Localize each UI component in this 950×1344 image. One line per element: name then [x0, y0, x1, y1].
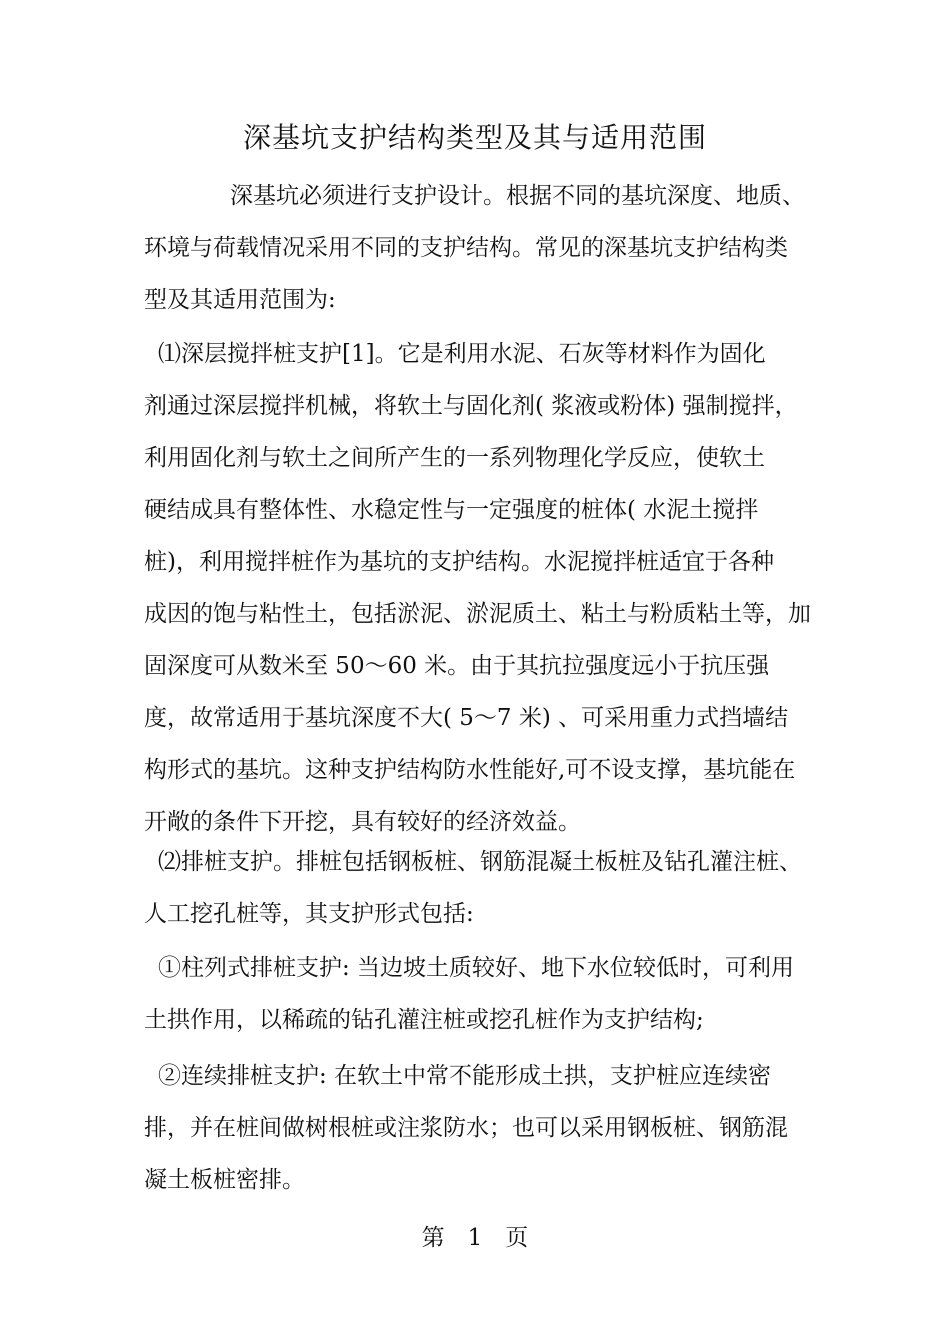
text-line: 环境与荷载情况采用不同的支护结构。常见的深基坑支护结构类	[144, 235, 788, 261]
paragraph-continuous-row-piles	[144, 1050, 816, 1206]
text-line: 剂通过深层搅拌机械，将软土与固化剂( 浆液或粉体) 强制搅拌，	[144, 393, 798, 419]
paragraph-row-piles	[144, 836, 816, 940]
text-line: 开敞的条件下开挖，具有较好的经济效益。	[144, 809, 581, 835]
text-line: 排，并在桩间做树根桩或注浆防水；也可以采用钢板桩、钢筋混	[144, 1115, 788, 1141]
text-line: 型及其适用范围为:	[144, 287, 336, 313]
text-line: 固深度可从数米至 50～60 米。由于其抗拉强度远小于抗压强	[144, 653, 770, 679]
text-line: 深基坑必须进行支护设计。根据不同的基坑深度、地质、	[230, 183, 805, 209]
paragraph-deep-mixing-pile	[144, 328, 816, 848]
text-line: ②连续排桩支护: 在软土中常不能形成土拱，支护桩应连续密	[158, 1063, 772, 1089]
text-line: 构形式的基坑。这种支护结构防水性能好,可不设支撑，基坑能在	[144, 757, 796, 783]
text-line: 成因的饱与粘性土，包括淤泥、淤泥质土、粘土与粉质粘土等，加	[144, 601, 811, 627]
text-line: 土拱作用，以稀疏的钻孔灌注桩或挖孔桩作为支护结构;	[144, 1007, 704, 1033]
text-line: ①柱列式排桩支护: 当边坡土质较好、地下水位较低时，可利用	[158, 955, 795, 981]
text-line: 人工挖孔桩等，其支护形式包括:	[144, 901, 474, 927]
text-line: ⑴深层搅拌桩支护[1]。它是利用水泥、石灰等材料作为固化	[158, 341, 766, 367]
text-line: 度，故常适用于基坑深度不大( 5～7 米) 、可采用重力式挡墙结	[144, 705, 789, 731]
page-number: 第 1 页	[421, 1225, 529, 1251]
text-line: 凝土板桩密排。	[144, 1167, 305, 1193]
document-title: 深基坑支护结构类型及其与适用范围	[242, 121, 707, 154]
text-line: 桩)，利用搅拌桩作为基坑的支护结构。水泥搅拌桩适宜于各种	[144, 549, 774, 575]
text-line: ⑵排桩支护。排桩包括钢板桩、钢筋混凝土板桩及钻孔灌注桩、	[158, 849, 802, 875]
paragraph-column-row-piles	[144, 942, 816, 1046]
intro-paragraph	[144, 170, 816, 326]
text-line: 硬结成具有整体性、水稳定性与一定强度的桩体( 水泥土搅拌	[144, 497, 759, 523]
text-line: 利用固化剂与软土之间所产生的一系列物理化学反应，使软土	[144, 445, 765, 471]
